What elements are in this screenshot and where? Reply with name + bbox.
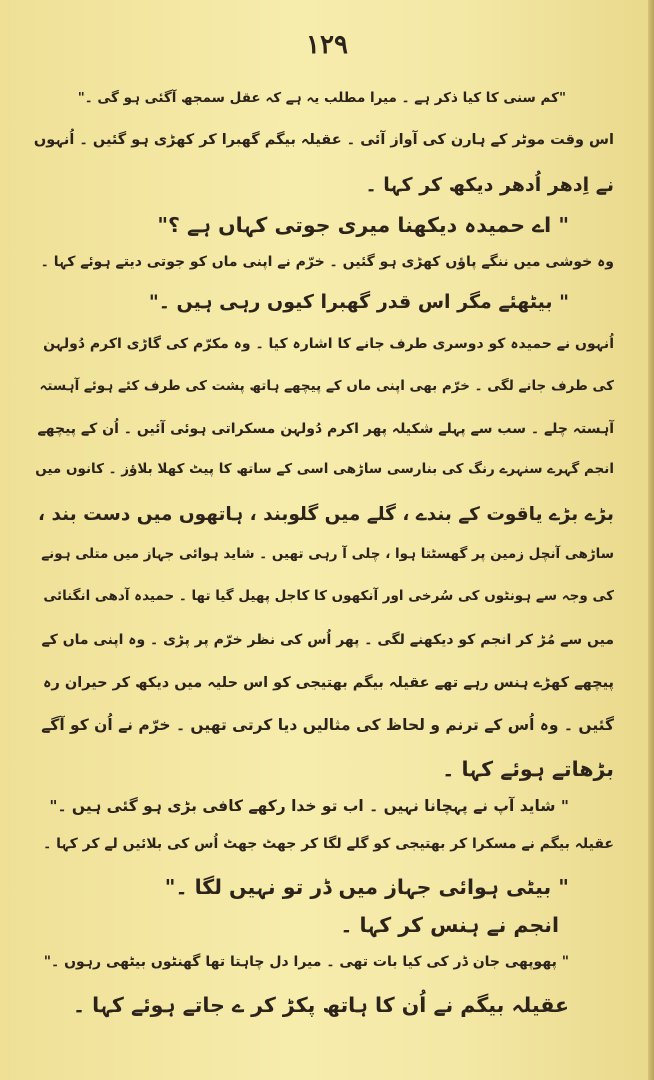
page-number: ۱۲۹ [306,30,348,60]
page-edge [648,0,654,1080]
text-line: ساڑھی آنچل زمین پر گھسٹتا ہوا ، چلی آ رہی تھیں ۔ شاید ہوائی جہاز میں متلی ہونے [41,546,614,562]
text-line: وہ خوشی میں ننگے پاؤں کھڑی ہو گئیں ۔ خرّم نے اپنی ماں کو جوتی دیتے ہوئے کہا ۔ [40,254,614,270]
text-line: نے اِدھر اُدھر دیکھ کر کہا ۔ [365,174,614,196]
text-line: عقیلہ بیگم نے اُن کا ہاتھ پکڑ کر ے جاتے ہوئے کہا ۔ [73,993,569,1017]
text-line: پیچھے کھڑے ہنس رہے تھے عقیلہ بیگم بھتیجی کو اس حلیہ میں دیکھ کر حیران رہ [42,675,614,691]
text-line: اُنہوں نے حمیدہ کو دوسری طرف جانے کا اشارہ کیا ۔ وہ مکرّم کی گاڑی اکرم دُولہن [43,336,614,352]
text-line: "کم سنی کا کیا ذکر ہے ۔ میرا مطلب یہ ہے کہ عقل سمجھ آگئی ہو گی ۔" [77,90,566,106]
text-line: " اے حمیدہ دیکھنا میری جوتی کہاں ہے ؟" [157,213,569,237]
text-line: بڑھاتے ہوئے کہا ۔ [442,757,614,781]
text-line: کی طرف جانے لگی ۔ خرّم بھی اپنی ماں کے پیچھے ہاتھ پشت کی طرف کئے ہوئے آہستہ [39,378,614,394]
text-line: بڑے بڑے یاقوت کے بندے ، گلے میں گلوبند ، ہاتھوں میں دست بند ، [37,504,614,525]
text-line: انجم گہرے سنہرے رنگ کی بنارسی ساڑھی اسی کے ساتھ کا پیٹ کھلا بلاؤز ۔ کانوں میں [35,461,614,477]
text-line: " شاید آپ نے پہچانا نہیں ۔ اب تو خدا رکھے کافی بڑی ہو گئی ہیں ۔" [49,797,569,815]
text-line: گئیں ۔ وہ اُس کے ترنم و لحاظ کی مثالیں دیا کرتی تھیں ۔ خرّم نے اُن کو آگے [41,716,614,734]
text-line: انجم نے ہنس کر کہا ۔ [340,913,559,937]
text-line: میں سے مُڑ کر انجم کو دیکھنے لگی ۔ پھر اُس کی نظر خرّم پر پڑی ۔ وہ اپنی ماں کے [41,632,614,648]
text-line: " بیٹھئے مگر اس قدر گھبرا کیوں رہی ہیں ۔" [148,291,569,313]
text-line: اس وقت موٹر کے ہارن کی آواز آئی ۔ عقیلہ بیگم گھبرا کر کھڑی ہو گئیں ۔ اُنہوں [33,132,614,148]
text-line: عقیلہ بیگم نے مسکرا کر بھتیجی کو گلے لگا کر جھٹ جھٹ اُس کی بلائیں لے کر کہا ۔ [43,836,614,852]
text-line: " پھوپھی جان ڈر کی کیا بات تھی ۔ میرا دل چاہتا تھا گھنٹوں بیٹھی رہوں ۔" [43,954,569,970]
text-line: کی وجہ سے ہونٹوں کی سُرخی اور آنکھوں کا کاجل پھیل گیا تھا ۔ حمیدہ آدھی انگنائی [43,588,614,604]
text-line: آہستہ چلے ۔ سب سے پہلے شکیلہ پھر اکرم دُولہن مسکراتی ہوئی آئیں ۔ اُن کے پیچھے [37,421,614,437]
text-line: " بیٹی ہوائی جہاز میں ڈر تو نہیں لگا ۔" [164,875,569,899]
